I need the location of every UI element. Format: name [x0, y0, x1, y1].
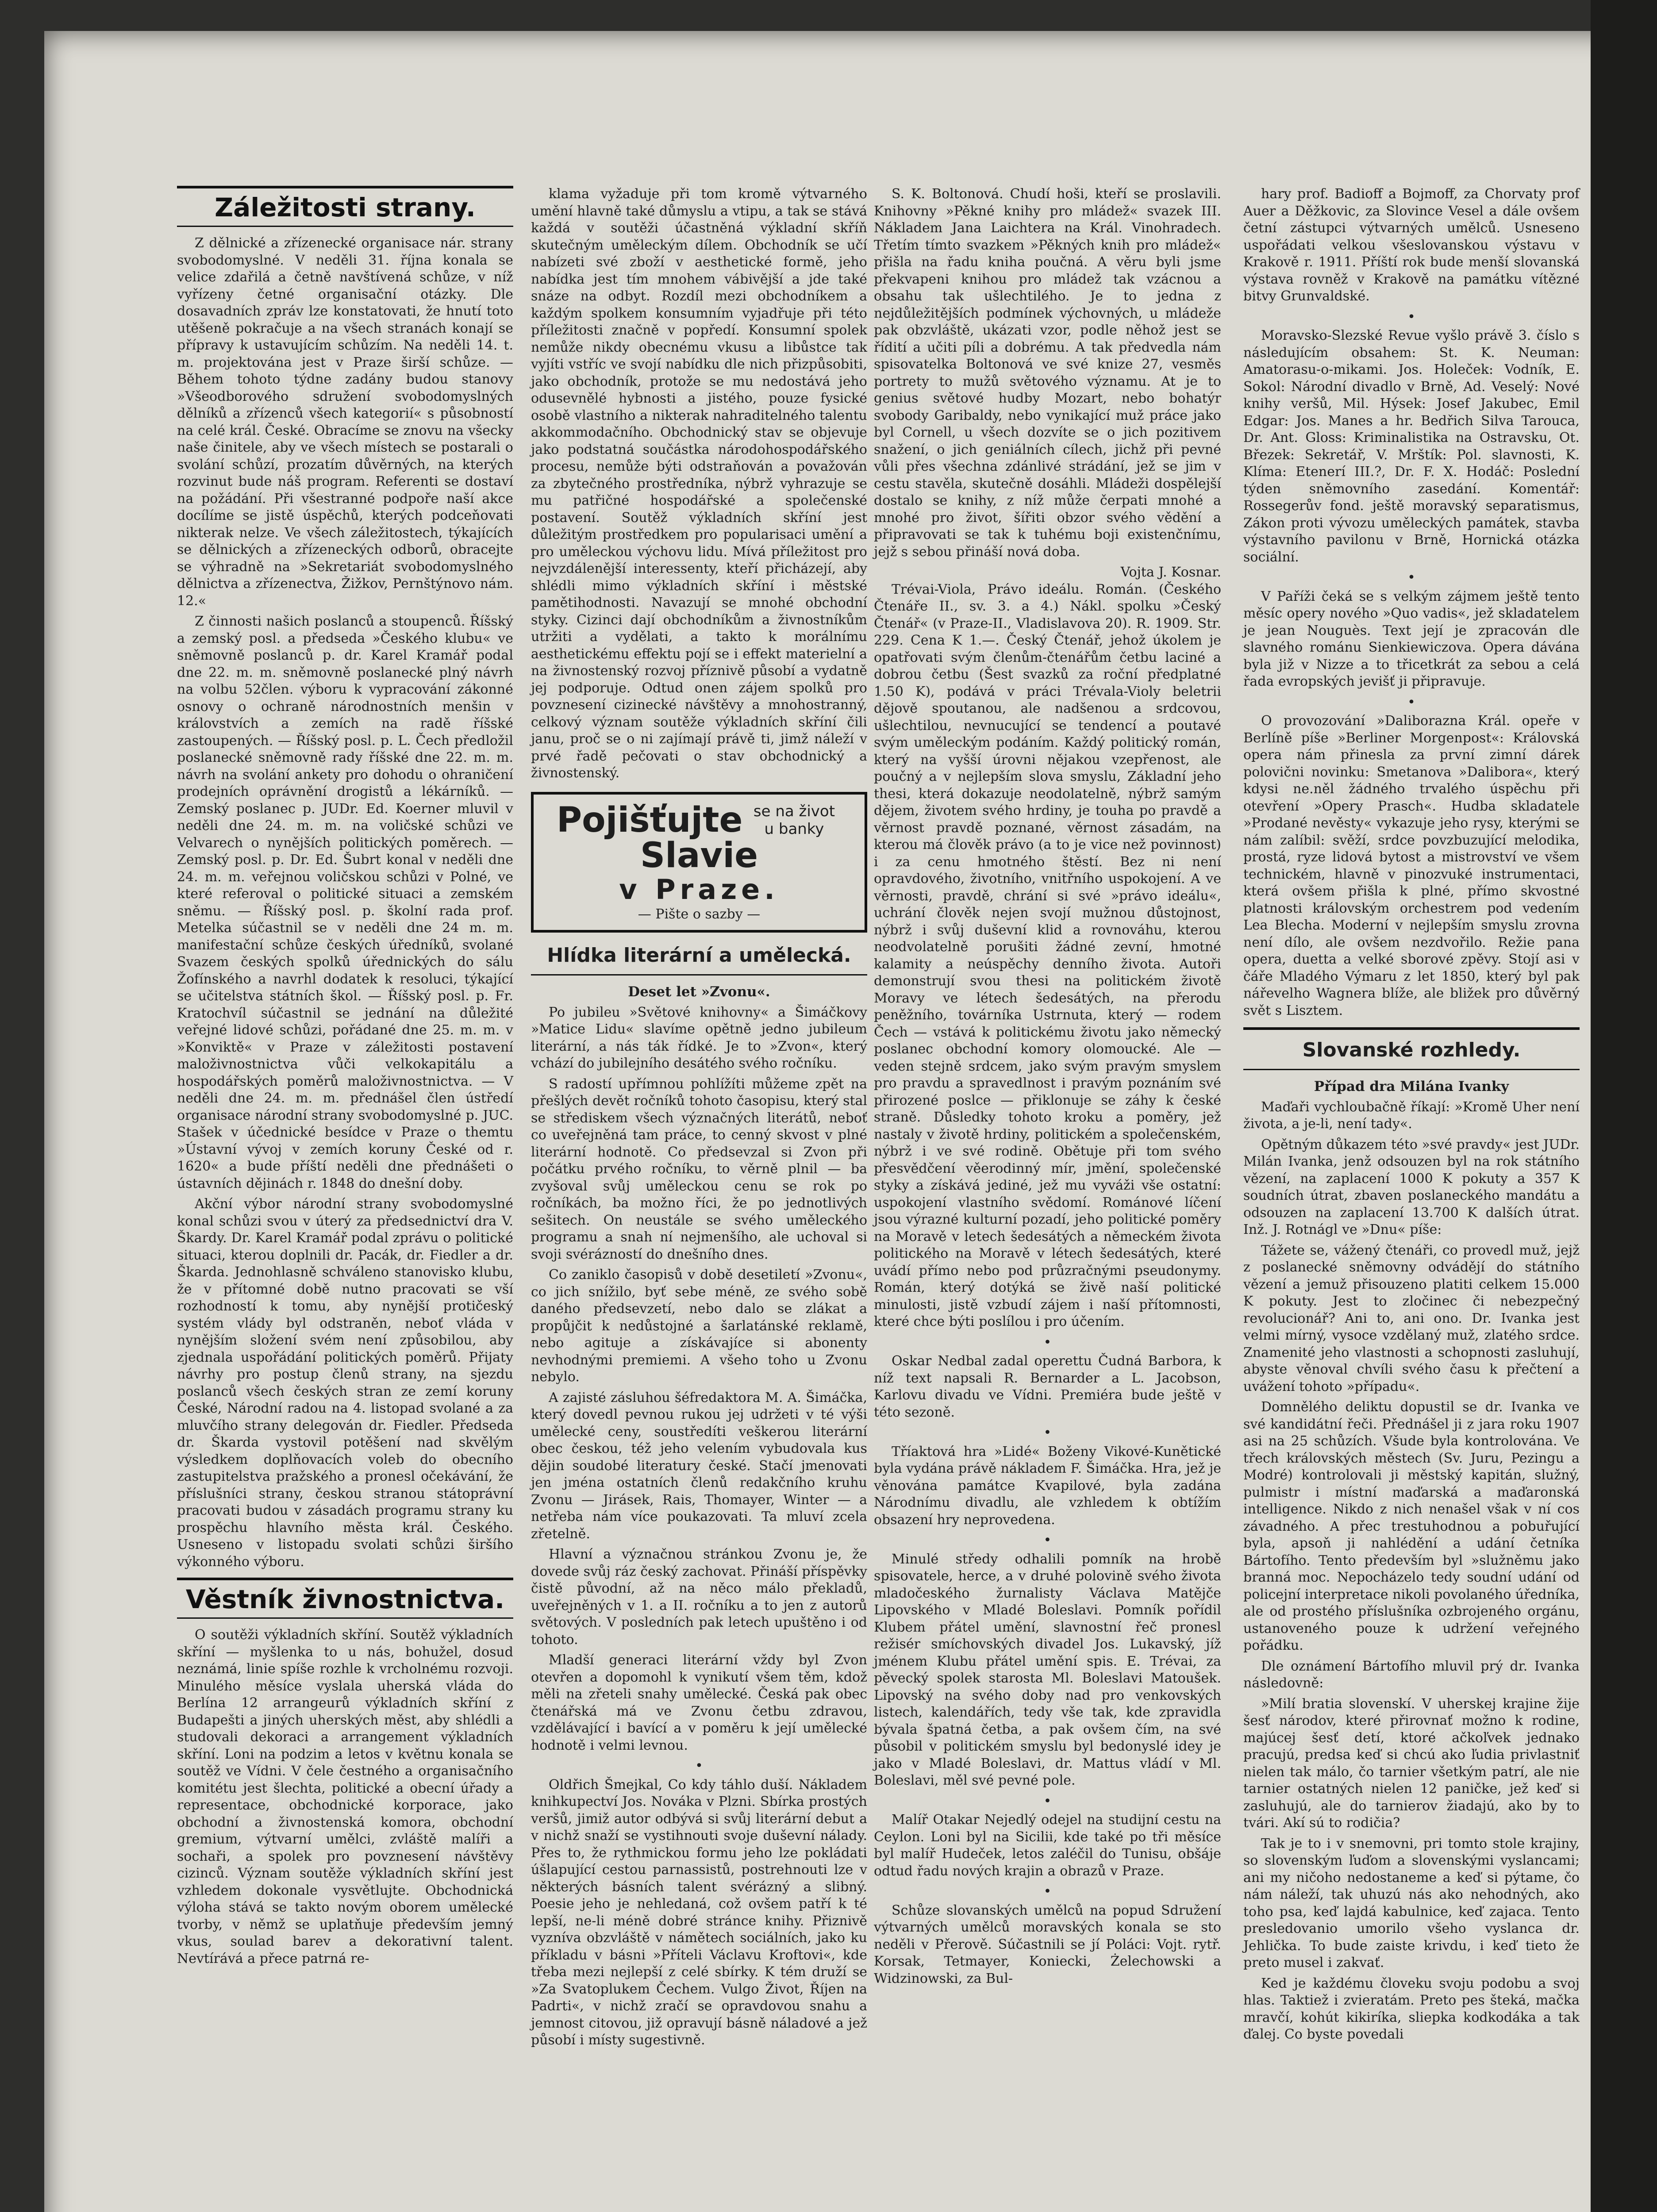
paragraph: A zajisté zásluhou šéfredaktora M. A. Šimáčka, který dovedl pevnou rukou jej udržeti v té výši umělecké ceny, soustředíti veškerou literární obec českou, též jeho velením vybudovala kus dějin soudobé literatury české. Stačí jmenovati jen jména ostatních členů redakčního kruhu Zvonu — Jirásek, Rais, Thomayer, Winter — a netřeba nám více poukazovati. Ta mluví zcela zřetelně. — [531, 1390, 867, 1542]
rule — [531, 974, 867, 975]
paragraph: O provozování »Daliborazna Král. opeře v Berlíně píše »Berliner Morgenpost«: Královská opera nám přinesla za první zimní dárek polovični novinku: Smetanova »Dalibora«, který kdysi ne.něl žádného trvalého úspěchu při otevření »Opery Prasch«. Hudba skladatele »Prodané nevěsty« vykazuje jeho rysy, kterými se nám zalíbil: svěží, srdce povzbuzující melodika, prostá, ryze lidová bytost a mistrovství ve všem technickém, hlavně v pinozvuké instrumentaci, která ovšem přišla k plné, přímo skvostné platnosti královským orchestrem pod vedením Lea Blecha. Moderní v nejlepším smyslu zrovna není dílo, ale ovšem nezdvořilo. Režie pana opera, duetta a velké sborové zpěvy. Stojí asi v čáře Mladého Výmaru z let 1850, který byl pak nářevelho Wagnera blíže, ale bližek pro důvěrný svět s Lisztem. — [1243, 713, 1580, 1018]
article-title: Případ dra Milána Ivanky — [1314, 1079, 1509, 1094]
paragraph: hary prof. Badioff a Bojmoff, za Chorvaty prof Auer a Děžkovic, za Slovince Vesel a dále ovšem četní zástupci výtvarných umělců. Usneseno uspořádati velkou všeslovanskou výstavu v Krakově r. 1911. Příští rok bude menší slovanská výstava rovněž v Krakově na památku vítězné bitvy Grunvaldské. — [1243, 186, 1580, 304]
bullet-divider: • — [1407, 570, 1415, 585]
paragraph: Moravsko-Slezské Revue vyšlo právě 3. číslo s následujícím obsahem: St. K. Neuman: Amatorasu-o-mikami. Jos. Holeček: Vodník, E. Sokol: Národní divadlo v Brně, Ad. Veselý: Nové knihy veršů, Mil. Hýsek: Josef Jakubec, Emil Edgar: Jos. Manes a hr. Bedřich Silva Tarouca, Dr. Ant. Gloss: Kriminalistika na Ostravsku, Ot. Březek: Sekretář, V. Mrštík: Pol. slavnosti, K. Klíma: Etenerí III.?, Dr. F. X. Hodáč: Poslední týden sněmovního zasedání. Komentář: Rossegerův fond. ještě moravský separatismus, Zákon proti vývozu uměleckých památek, stavba výstavního pavilonu v Brně, Hornická otázka sociální. — [1243, 328, 1580, 565]
paragraph: Schůze slovanských umělců na popud Sdružení výtvarných umělců moravských konala se sto neděli v Přerově. Súčastnili se jí Poláci: Vojt. rytř. Korsak, Tetmayer, Koniecki, Żelechowski a Widzinowski, za Bul- — [874, 1902, 1221, 1986]
paragraph: Oskar Nedbal zadal operettu Čudná Barbora, k níž text napsali R. Bernarder a L. Jacobson, Karlovu divadu ve Vídni. Premiéra bude ještě v této sezoně. — [874, 1353, 1221, 1420]
bullet-divider: • — [1043, 1884, 1052, 1899]
paragraph: Tříaktová hra »Lidé« Boženy Vikové-Kunětické byla vydána právě nákladem F. Šimáčka. Hra, jež je věnována památce Kvapilové, byla zadána Národnímu divadlu, ale vzhledem k obtížím obsazení hry neprovedena. — [874, 1444, 1221, 1528]
paragraph: Maďaři vychloubačně říkají: »Kromě Uher není života, a je-li, není tady«. — [1243, 1099, 1580, 1132]
rule — [177, 1578, 513, 1580]
signature: Vojta J. Kosnar. — [1120, 565, 1221, 580]
rule — [177, 186, 513, 188]
paragraph: Minulé středy odhalili pomník na hrobě spisovatele, herce, a v druhé polovině svého života mladočeského žurnalisty Václava Matějče Lipovského v Mladé Boleslavi. Pomník pořídil Klubem přátel umění, slavnostní řeč pronesl režisér smíchovských divadel Jos. Lukavský, jíž jménem Klubu přátel umění spis. E. Trévai, za pěvecký spolek starosta Ml. Boleslavi Matoušek. Lipovský na svého doby nad pro venkovských listech, kalendářích, tedy vše tak, kde zpravidla bývala špatná četba, a pak ovšem čím, na své působil v politickém smyslu byl bedonyslé idey je jako v Mladé Boleslavi, dr. Mattus vládí v Ml. Boleslavi, měl své pevné pole. — [874, 1551, 1221, 1788]
paragraph: O soutěži výkladních skříní. Soutěž výkladních skříní — myšlenka to u nás, bohužel, dosud neznámá, linie spíše rozhle k vrcholnému rozvoji. Minulého měsíce vyslala uherská vláda do Berlína 12 arrangeurů výkladních skříní z Budapešti a jiných uherských měst, aby shlédli a studovali dekoraci a arrangement výkladních skříní. Loni na podzim a letos v květnu konala se soutěž ve Vídni. V čele čestného a organisačního komitétu jest šlechta, politické a obecní úřady a representace, obchodnické korporace, jako obchodní a živnostenská komora, obchodní gremium, výtvarní umělci, zvláště malíři a sochaři, a spolek pro povznesení návštěvy cizinců. Význam soutěže výkladních skříní jest vzhledem dokonale vysvětlujte. Obchodnická výloha stává se takto novým oborem umělecké tvorby, v němž se uplatňuje především jemný vkus, soulad barev a dekorativní talent. Nevtírává a přece patrná re- — [177, 1627, 513, 1966]
ad-footer-text: Pište o sazby — [655, 906, 743, 922]
bullet-divider: • — [1043, 1532, 1052, 1548]
column-2 — [531, 186, 867, 2053]
bullet-divider: • — [1043, 1334, 1052, 1350]
column-3 — [874, 186, 1221, 1991]
paragraph: Z dělnické a zřízenecké organisace nár. strany svobodomyslné. V neděli 31. října konala se velice zdařilá a četně navštívená schůze, v níž vyřízeny četné organisační otázky. Dle dosavadních zpráv lze konstatovati, že hnutí toto utěšeně pokračuje a na všech stranách konají se přípravy k ustavujícím schůzím. Na neděli 14. t. m. projektována jest v Praze širší schůze. — Během tohoto týdne zadány budou stanovy »Všeodborového sdružení svobodomyslných dělníků a zřízenců všech kategorií« s působností na celé král. České. Obracíme se znovu na všecky naše činitele, aby ve všech místech se postarali o svolání schůzí, prozatím důvěrných, na kterých rozvinut bude náš program. Referenti se dostaví na požádání. Při všestranné podpoře naší akce docílíme se jistě úspěchů, kterých podceňovati nikterak nelze. Ve všech záležitostech, týkajících se dělnických a zřízeneckých odborů, obracejte se výhradně na »Sekretariát svobodomyslného dělnictva a zřízenectva, Žižkov, Pernštýnovo nám. 12.« — [177, 235, 513, 609]
section-title-slavic: Slovanské rozhledy. — [1302, 1039, 1521, 1061]
bullet-divider: • — [1043, 1425, 1052, 1440]
ad-middle-text: se na život u banky — [753, 802, 835, 838]
bullet-divider: • — [1407, 309, 1415, 325]
paragraph: Po jubileu »Světové knihovny« a Šimáčkovy »Matice Lidu« slavíme opětně jedno jubileum literární, a nás ták řídké. Je to »Zvon«, který vchází do jubilejního desátého svého ročníku. — [531, 1004, 867, 1071]
paragraph: Dle oznámení Bártofího mluvil prý dr. Ivanka následovně: — [1243, 1658, 1580, 1691]
section-title-party: Záležitosti strany. — [215, 192, 476, 223]
paragraph: Oldřich Šmejkal, Co kdy táhlo duší. Nákladem knihkupectví Jos. Nováka v Plzni. Sbírka prostých veršů, jimiž autor odbývá si svůj literární debut a v nichž snaží se vystihnouti svoje duševní nálady. Přes to, že rythmickou formu jeho lze pokládati úšlapující cestou parnassistů, postrehnouti lze v některých básních talent svérázný a slibný. Poesie jeho je nehledaná, což ovšem patří k té lepší, ne-li méně dobré stránce knihy. Přiznivě vyzníva obzvláště v námětech sociálních, jako ku příkladu v básni »Příteli Václavu Kroftovi«, kde třeba mezi nejlepší z celé sbírky. K tém druží se »Za Svatoplukem Čechem. Vulgo Život, Říjen na Padrti«, v nichž zračí se opravdovou snahu a jemnost citovou, již opravují básně náladové a jež působí i místy sugestivně. — [531, 1777, 867, 2048]
ad-city: v Praze. — [619, 873, 779, 906]
paragraph: Trévai-Viola, Právo ideálu. Román. (Českého Čtenáře II., sv. 3. a 4.) Nákl. spolku »Český Čtenář« (v Praze-II., Vladislavova 20). R. 1909. Str. 229. Cena K 1.—. Český Čtenář, jehož úkolem je opatřovati svým členům-čtenářům četbu laciné a dobrou četbu (Šest svazků za roční předplatné 1.50 K), podává v práci Trévala-Violy beletrii dějově spoutanou, ale nadšenou a srdcovou, ušlechtilou, nevnucující se tendencí a poutavé svým uměleckým podáním. Každý politický román, který na vyšší úrovni nějakou vzepřenost, ale poučný a v nejlepším slova smyslu, Základní jeho thesi, která dokazuje neodolatelně, nýbrž samým dějem, životem svého hrdiny, je touha po pravdě a věrnost pravdě poznané, věrnost zásadám, na kterou má člověk právo (a to je vice než povinnost) i za cenu hmotného štěstí. Bez ni není opravdového, životního, vnitřního uspokojení. A ve věrnosti, pravdě, chrání si své »právo ideálu«, uchrání člověk nejen svojí mužnou důstojnost, nýbrž i svůj duševní klid a rovnováhu, kterou neodvolatelně porušiti žádné zevní, hmotné kalamity a neúspěchy denního života. Autoři demonstrují svou thesi na politickém životě Moravy ve létech šedesátých, na přerodu peněžního, továrníka Ustrnuta, který — rodem Čech — vstává k politickému životu jako německý poslanec obchodní komory olomoucké. Ale — veden stejně srdcem, jako svým pravým smyslem pro pravdu a spravedlnost i pravým poznáním své přirozené poslce — přiklonuje se záhy k české straně. Důsledky tohoto kroku a poměry, jež nastaly v životě hrdiny, politickém a společenském, nýbrž i ve své rodině. Obětuje při tom svého přesvědčení věerodinný mír, jmění, společenské styky a získává jediné, jež mu vyváži vše ostatní: uspokojení vlastního svědomí. Románové líčení jsou výrazné kulturní pozadí, jeho politické poměry na Moravě v letech šedesátých a německém života politického na Moravě v létech šedesátých, které uvádí přímo nebo pod průzračnými pseudonymy. Román, který dotýká se živě naší politické minulosti, jistě vzbudí zájem i naší přítomnosti, které chce býti poslílou i pro účením. — [874, 581, 1221, 1329]
ad-footer: — Pište o sazby — — [638, 906, 761, 922]
paragraph: Ked je každému človeku svoju podobu a svoj hlas. Taktiež i zvieratám. Preto pes šteká, mačka mravčí, kohút kikiríka, sliepka kodkodáka a tak ďalej. Co byste povedali — [1243, 1975, 1580, 2042]
column-4 — [1243, 186, 1580, 2047]
paragraph: Z činnosti našich poslanců a stoupenců. Říšský a zemský posl. a předseda »Českého klubu« ve sněmovně poslanců p. dr. Karel Kramář podal dne 22. m. m. sněmovně poslanecké plný návrh na volbu 52člen. výboru k vypracování zákonné osnovy o ochraně národnostních menšin v královstvích a zemích na radě říšské zastoupených. — Říšský posl. p. L. Čech předložil poslanecké sněmovně rady říšské dne 22. m. m. návrh na svolání ankety pro dohodu o ohraničení prodejních oprávnění drogistů a lékárníků. — Zemský poslanec p. JUDr. Ed. Koerner mluvil v neděli dne 24. m. m. na voličské schůzi ve Velvarech o nynějších politických poměrech. — Zemský posl. p. Dr. Ed. Šubrt konal v neděli dne 24. m. m. veřejnou voličskou schůzi v Polné, ve které referoval o politické situaci a zemském sněmu. — Říšský posl. p. školní rada prof. Metelka súčastnil se v neděli dne 24 m. m. manifestační schůze českých úředníků, svolané Svazem českých spolků úřednických do sálu Žofínského a navrhl dodatek k resoluci, týkající se učitelstva státních škol. — Říšský posl. p. Fr. Kratochvíl súčastnil se jednání na důležité veřejné lidové schůzi, pořádané dne 25. m. m. v »Konviktě« v Praze v záležitosti postavení maloživnostnictva vůči velkokapitálu a hospodářských poměrů maloživnostnictva. — V neděli dne 24. m. m. přednášel člen ústředí organisace národní strany svobodomyslné p. JUC. Stašek v účednické besídce v Praze o themtu »Ústavní vývoj v zemích koruny České od r. 1620« a bude příští neděli dne přednášeti o ústavních dějinách r. 1848 do dnešní doby. — [177, 614, 513, 1191]
insurance-advertisement — [531, 792, 867, 933]
column-1 — [177, 186, 513, 1971]
bullet-divider: • — [1407, 694, 1415, 710]
ad-headline-right: Slavie — [640, 835, 758, 876]
paragraph: Co zaniklo časopisů v době desetiletí »Zvonu«, co jich snížilo, byť sebe méně, ze svého sobě daného předsevzetí, nebo dalo se zlákat a propůjčit k nedůstojné a šarlatánské reklamě, nebo agituje a získávajíce si abonenty nevhodnými premiemi. A všeho toho u Zvonu nebylo. — [531, 1267, 867, 1385]
paragraph: Malíř Otakar Nejedlý odejel na studijní cestu na Ceylon. Loni byl na Sicilii, kde také po tři měsíce byl malíř Hudeček, letos zaléčil do Tunisu, obšáje odtud řadu nových krajin a obrazů v Praze. — [874, 1812, 1221, 1879]
bullet-divider: • — [1043, 1793, 1052, 1809]
paragraph: klama vyžaduje při tom kromě výtvarného umění hlavně také důmyslu a vtipu, a tak se stává každá v soutěži účastněná výkladní skříň skutečným uměleckým dílem. Obchodník se učí nabízeti své zboží v aesthetické formě, jeho nabídka jest tím mnohem vábivější a jde také snáze na odbyt. Rozdíl mezi obchodníkem a každým spolkem konsumním vyjadřuje při této příležitosti značně v popředí. Konsumní spolek nemůže nikdy obecnému vkusu a libůstce tak vyjíti vstříc ve svojí nabídku dle nich přizpůsobiti, jako obchodník, protože se mu nedostává jeho odusevnělé hybnosti a jistého, pouze fysické osobě vlastního a nikterak nahraditelného talentu akkommodačního. Obchodnický stav se objevuje jako podstatná součástka národohospodářského procesu, nemůže býti odstraňován a považován za zbytečného prostředníka, nýbrž vyhrazuje se mu patřičné hospodářské a společenské postavení. Soutěž výkladních skříní jest důležitým prostředkem pro popularisaci umění a pro uměleckou výchovu lidu. Mívá příležitost pro nejvzdálenější interessenty, kteří přicházejí, aby shlédli mimo výkladních skříní i městské pamětihodnosti. Navazují se mnohé obchodní styky. Cizinci dají obchodníkům a živnostníkům utržiti a vydělati, a takto k morálnímu aesthetickému effektu pojí se i effekt materielní a na živnostenský rozvoj příznivě působí a vydatně jej podporuje. Odtud onen zájem spolků pro povznesení cizinecké návštěvy a mnohostranný, celkový význam soutěže výkladních skříní čili janu, proč se o ni zajímají právě ti, jimž náleží v prvé řadě pečovati o stav obchodnický a živnostenský. — [531, 186, 867, 781]
rule — [1243, 1069, 1580, 1070]
scanner-edge — [1591, 0, 1657, 2212]
paragraph: Akční výbor národní strany svobodomyslné konal schůzi svou v úterý za předsednictví dra V. Škardy. Dr. Karel Kramář podal zprávu o politické situaci, kterou doplnili dr. Pacák, dr. Fiedler a dr. Škarda. Jednohlasně schváleno stanovisko klubu, že v přítomné době nutno pracovati se vší rozhodností k tomu, aby nynější protičeský systém vlády byl odstraněn, neboť vláda v nynějším složení svém není způsobilou, aby zjednala uspořádání politických poměrů. Přijaty návrhy pro postup členů strany, na sjezdu poslanců všech českých stran ze zemí koruny České, Národní radou na 4. listopad svolané a za mluvčího strany delegován dr. Fiedler. Předseda dr. Škarda vystovil potěšení nad skvělým výsledkem doplňovacích voleb do obecního zastupitelstva pražského a pronesl očekávání, že příslušníci strany, českou stranou státoprávní pracovati budou v zásadách programu strany ku prospěchu hlavního města král. Českého. Usneseno v listopadu svolati schůzi širšího výkonného výboru. — [177, 1196, 513, 1570]
paragraph: Opětným důkazem této »své pravdy« jest JUDr. Milán Ivanka, jenž odsouzen byl na rok státního vězení, na zaplacení 1000 K pokuty a 357 K soudních útrat, zbaven poslaneckého mandátu a odsouzen na zaplacení 13.700 K dalších útrat. Inž. J. Rotnágl ve »Dnu« píše: — [1243, 1137, 1580, 1237]
section-title-literary: Hlídka literární a umělecká. — [547, 944, 851, 967]
paragraph: V Paříži čeká se s velkým zájmem ještě tento měsíc opery nového »Quo vadis«, jež skladatelem je jean Nouguès. Text její je zpracován dle slavného románu Sienkiewiczova. Opera dávána byla již v Nizze a to třicetkrát za sebou a celá řada evropských jevišť ji připravuje. — [1243, 588, 1580, 689]
paragraph: Hlavní a význačnou stránkou Zvonu je, že dovede svůj ráz český zachovat. Přináší příspěvky čistě původní, až na něco málo překladů, uveřejněných v 1. a II. ročníku a to jen z autorů světových. V posledních pak letech upuštěno i od tohoto. — [531, 1547, 867, 1647]
paragraph: Tak je to i v snemovni, pri tomto stole krajiny, so slovenským ľuďom a slovenskými vyslancami; ani my ničoho nedostaneme a keď si pýtame, čo nám náleží, tak uhuzú nás ako nehodných, ako toho psa, keď lajdá kabulnice, keď zajaca. Tento presledovanio umorilo všeho vyslanca dr. Jehlička. To bude zaiste krivdu, i keď tieto že preto musel i zakvať. — [1243, 1836, 1580, 1970]
paragraph: Mladší generaci literární vždy byl Zvon otevřen a dopomohl k vynikutí všem těm, kdož měli na zřeteli snahy umělecké. Česká pak obec čtenářská má ve Zvonu četbu zdravou, vzdělávající i bavící a v poměru k její umělecké hodnotě i velmi levnou. — [531, 1652, 867, 1753]
paragraph: »Milí bratia slovenskí. V uherskej krajine žije šesť národov, které přirovnať možno k rodine, majúcej šesť detí, ktoré ačkoľvek jednako pracujú, predsa keď si chcú ako ľudia privlastniť nielen tak málo, čo tarnier všetkým patrí, ale nie tarnier ostatných nielen 12 paničke, jež keď si zasluhujú, ale do tarnierov žiadajú, ako by to tvári. Akí sú to rodičia? — [1243, 1696, 1580, 1831]
bullet-divider: • — [695, 1758, 703, 1774]
paragraph: S. K. Boltonová. Chudí hoši, kteří se proslavili. Knihovny »Pěkné knihy pro mládež« svazek III. Nákladem Jana Laichtera na Král. Vinohradech. Třetím tímto svazkem »Pěkných knih pro mládež« přišla na řadu kniha poučná. A věru byli jsme překvapeni knihou pro mládež tak vzácnou a obsahu tak ušlechtilého. Je to jedna z nejdůležitějších podmínek výchovných, u mládeže pak obzvláště, ukázati vzor, podle něhož jest se řídití a učiti píli a dobrému. A tak předvedla nám spisovatelka Boltonová ve své knize 27, vesměs portrety to mužů světového významu. At je to genius světové hudby Mozart, nebo bohatýr svobody Garibaldy, nebo vynikající muž práce jako byl Cornell, u všech dozvíte se o jich pozitivem snažení, o jich geniálních cílech, jichž při pevné vůli přes všechna zdánlivé strádání, jež se jim v cestu stavěla, skutečně dosáhli. Mládeži dospělejší dostalo se knihy, z níž může čerpati mnohé a mnohé pro život, šířiti obzor svého vědění a připravovati se tak k tuhému boji existenčnímu, jejž s sebou přináší nová doba. — [874, 186, 1221, 560]
paragraph: Domnělého deliktu dopustil se dr. Ivanka ve své kandidátní řeči. Přednášel ji z jara roku 1907 asi na 25 schůzích. Všude byla kontrolována. Ve třech královských městech (Sv. Juru, Pezingu a Modré) kontrolovali ji městský kapitán, služný, pulmistr i místní maďarská a maďaronská intelligence. Nikdo z nich nenašel však v ní cos závadného. A přec trestuhodnou a pobuřující byla, apsoň ji nahlédění a udání četníka Bártofího. Tento především byl »služněmu jako branná moc. Nepocházelo tedy soudní udání od policejní interpretace nikoli povolaného úředníka, ale od prostého příslušníka ozbrojeného orgánu, ustanoveného pouze k udržení veřejného pořádku. — [1243, 1399, 1580, 1653]
paragraph: Tážete se, vážený čtenáři, co provedl muž, jejž z poslanecké sněmovny odvádějí do státního vězení a jemuž přisouzeno platiti celkem 15.000 K pokuty. Jest to zločinec či nebezpečný revolucionář? Ani to, ani ono. Dr. Ivanka jest velmi mírný, vysoce vzdělaný muž, zlatého srdce. Znamenité jeho vlastnosti a schopnosti zasluhují, abyste věnoval chvíli svého času k přečtení a uvážení tohoto »případu«. — [1243, 1242, 1580, 1394]
ad-headline-left: Pojišťujte — [557, 800, 743, 840]
section-title-trade: Věstník živnostnictva. — [185, 1584, 505, 1614]
rule — [1243, 1027, 1580, 1030]
rule — [177, 226, 513, 227]
paragraph: S radostí upřímnou pohlížíti můžeme zpět na přešlých devět ročníků tohoto časopisu, který stal se střediskem všech význačných literátů, neboť co uveřejněná tam práce, to cenný skvost v plné literární hodnotě. Co předsevzal si Zvon při počátku prvého ročníku, to věrně plnil — ba zvyšoval svůj uměleckou cenu se rok po ročníkách, ba možno říci, že po jednotlivých sešitech. On neustále se svého uměleckého programu a snah ní nejmenšího, ale uchoval si svoji svérázností do dnešního dnes. — [531, 1076, 867, 1262]
article-title: Deset let »Zvonu«. — [628, 984, 770, 1000]
rule — [177, 1617, 513, 1619]
